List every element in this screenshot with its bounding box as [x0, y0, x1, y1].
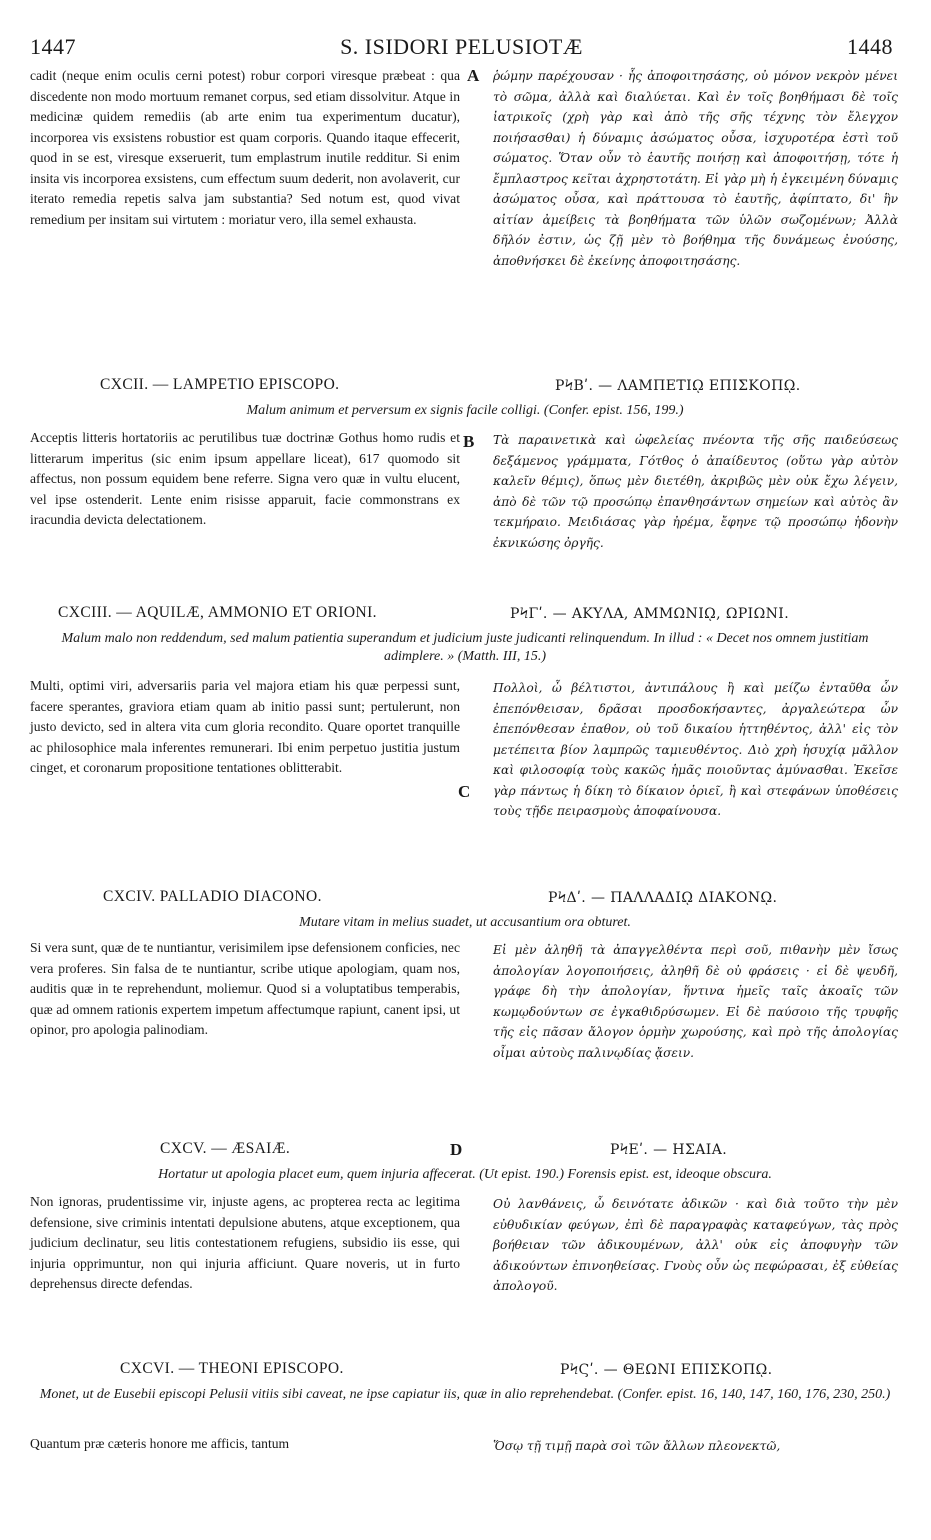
letter-193-greek: [493, 678, 898, 822]
letter-192-subtitle: Malum animum et perversum ex signis facile colligi. (Confer. epist. 156, 199.): [246, 403, 684, 418]
letter-195-subtitle: Hortatur ut apologia placet eum, quem injuria affecerat. (Ut epist. 190.) Forensis epist. est, ideoque obscura.: [158, 1167, 772, 1182]
running-header: [30, 34, 893, 62]
letter-192-greek-text: Τὰ παραινετικὰ καὶ ὠφελείας πνέοντα τῆς σῆς παιδεύσεως δεξάμενος γράμματα, Γότθος ὁ ἀπαίδευτος (οὕτω γὰρ αὐτὸν καλεῖν θέμις), ὅπως μὲν διετέθη, ἀκριβῶς μὲν οὐκ ἔχω λέγειν, ἀπὸ δὲ τῶν τῷ προσώπῳ ἐπανθησάντων σημείων καὶ αὐτὸς ἂν τεκμήραιο. Μειδιάσας γὰρ ἠρέμα, ἔφηνε τῷ προσώπῳ ἡδονὴν ἐκνικώσης ὀργῆς.: [493, 433, 898, 550]
letter-194-latin-text: Si vera sunt, quæ de te nuntiantur, verisimilem ipse defensionem conficies, nec vera proferes. Sin falsa de te nuntiantur, scribe utique apologiam, quam nos, auditis quæ in te reprehendunt, moliemur. Quod si a voluptatibus temperabis, quæ ad omnem rationis expertem impetum affectumque rapiunt, canent ipsi, ut opinor, pro apologia palinodiam.: [30, 940, 460, 1037]
letter-196-latin-title: CXCVI. — THEONI EPISCOPO.: [120, 1360, 344, 1377]
letter-195-greek: [493, 1194, 898, 1297]
intro-greek: [493, 66, 898, 271]
letter-194-latin: [30, 938, 460, 1041]
intro-latin: [30, 66, 460, 230]
letter-192-greek-title: ΡϞΒʹ. — ΛΑΜΠΕΤΙῼ ΕΠΙΣΚΟΠῼ.: [555, 378, 801, 394]
letter-193-greek-title: ΡϞΓʹ. — ΑΚΥΛΑ, ΑΜΜΩΝΙῼ, ΩΡΙΩΝΙ.: [510, 606, 790, 622]
letter-194-latin-title: CXCIV. PALLADIO DIACONO.: [103, 888, 322, 905]
letter-195-latin: [30, 1192, 460, 1295]
letter-196-subtitle: Monet, ut de Eusebii episcopi Pelusii vitiis sibi caveat, ne ipse capiatur iis, quæ in alio reprehendebat. (Confer. epist. 16, 140, 147, 160, 176, 230, 250.): [39, 1387, 891, 1402]
letter-196-greek-text: Ὅσῳ τῇ τιμῇ παρὰ σοὶ τῶν ἄλλων πλεονεκτῶ,: [493, 1439, 781, 1453]
margin-letter-b: B: [463, 432, 475, 451]
letter-195-latin-title: CXCV. — ÆSAIÆ.: [160, 1140, 291, 1157]
intro-greek-text: ῥώμην παρέχουσαν · ἧς ἀποφοιτησάσης, οὐ μόνον νεκρὸν μένει τὸ σῶμα, ἀλλὰ καὶ διαλύεται. Καὶ ἐν τοῖς βοηθήμασι δὲ τοῖς ἰατρικοῖς (χρὴ γὰρ καὶ ἀπὸ τῆς σῆς τέχνης τὸν ἔλεγχον ποιήσασθαι) ἡ δύναμις ἀσώματος οὖσα, ἰσχυροτέρα ἐστὶ τοῦ σώματος. Ὅταν οὖν τὸ ἑαυτῆς ποιήσῃ καὶ ἀποφοιτήσῃ, τότε ἡ ἔμπλαστρος κεῖται ἀχρηστοτάτη. Εἰ γὰρ μὴ ἡ ἐγκειμένη δύναμις ἀσώματος οὖσα, καὶ πράττουσα τὸ ἑαυτῆς, ἀφίπτατο, δι' ἣν αἰτίαν ἀμείβεις τὰ βοηθήματα τῶν ὑλῶν σωζομένων; Ἀλλὰ δῆλόν ἐστιν, ὡς ζῇ μὲν τὸ βοήθημα τῆς δυνάμεως ἐνούσης, ἀποθνήσκει δὲ ἐκείνης ἀποφοιτησάσης.: [493, 69, 898, 268]
column-number-left: 1447: [30, 34, 76, 59]
letter-193-greek-text: Πολλοὶ, ὦ βέλτιστοι, ἀντιπάλους ἢ καὶ μείζω ἐνταῦθα ὧν ἐπεπόνθεισαν, δρᾶσαι προσδοκήσαντες, ἀργαλεώτερα ὧν ἐπεπόνθεσαν ἐπαθον, οὐ τοῦ δικαίου ἡττηθέντος, ἀλλ' εἰς τὸν μετέπειτα βίον λαμπρῶς ταμιευθέντος. Διὸ χρὴ ἡσυχίᾳ μᾶλλον καὶ φιλοσοφίᾳ τοὺς κακῶς ἡμᾶς ποιοῦντας ἀμύνασθαι. Ἐκεῖσε γὰρ πάντως ἡ δίκη τὸ δίκαιον ὁριεῖ, ἢ καὶ στεφάνων ὑποθέσεις τοὺς τῇδε πειρασμοὺς ἀποφαίνουσα.: [493, 681, 898, 818]
letter-193-subtitle: Malum malo non reddendum, sed malum patientia superandum et judicium juste judicanti relinquendum. In illud : « Decet nos omnem justitiam adimplere. » (Matth. III, 15.): [61, 631, 869, 664]
letter-195-greek-title: ΡϞΕʹ. — ΗΣΑΙΑ.: [610, 1142, 728, 1158]
intro-latin-text: cadit (neque enim oculis cerni potest) robur corpori viresque præbeat : qua discedente non modo mortuum remanet corpus, sed etiam dissolvitur. Atque in medicinæ quidem remediis (ab arte enim tua experimentum ducatur), incorporea vis exsistens robustior est quam corporis. Quando itaque effecerit, quod in se est, viresque exseruerit, tum emplastrum inutile redditur. Si enim insita vis incorporea exsistens, cum effectum suum dederit, non avolaverit, cur iterato remedia repetis salva jam substantia? Sed notum est, quod vivat remedium per insitam sui virtutem : moriatur vero, illa semel exhausta.: [30, 68, 460, 227]
letter-196-greek-title: ΡϞϚʹ. — ΘΕΩΝΙ ΕΠΙΣΚΟΠῼ.: [560, 1362, 773, 1378]
margin-letter-a: A: [467, 66, 480, 85]
letter-192-latin-title: CXCII. — LAMPETIO EPISCOPO.: [100, 376, 340, 393]
letter-194-greek-text: Εἰ μὲν ἀληθῆ τὰ ἀπαγγελθέντα περὶ σοῦ, πιθανὴν μὲν ἴσως ἀπολογίαν λογοποιήσεις, ἀληθῆ δὲ οὐ φράσεις · εἰ δὲ ψευδῆ, γράφε δὴ τὴν ἀπολογίαν, ἥντινα ἡμεῖς ταῖς ἀκοαῖς τῶν κωμῳδούντων σε ἐγκαθιδρύσωμεν. Εἰ δὲ παύσοιο τῆς τρυφῆς τῆς εἰς πᾶσαν ἄλογον ὁρμὴν χωρούσης, καὶ πρὸ τῆς ἀπολογίας οἶμαι αὐτοὺς παλινῳδίας ᾄσειν.: [493, 943, 898, 1060]
letter-192-greek: [493, 430, 898, 553]
letter-196-greek: [493, 1436, 898, 1457]
letter-195-latin-text: Non ignoras, prudentissime vir, injuste agens, ac propterea recta ac legitima defensione, sive criminis intentati depulsione abutens, atque exceptionem, qua judicium declinatur, seu litis contestationem refugiens, subsidio iis esse, qui injuria opprimuntur, non qui injuria afficiunt. Quare noveris, ut in furto deprehensus directe defendas.: [30, 1194, 460, 1291]
letter-196-latin-text: Quantum præ cæteris honore me afficis, tantum: [30, 1436, 290, 1451]
letter-193-latin: [30, 676, 460, 779]
letter-193-latin-text: Multi, optimi viri, adversariis paria vel majora etiam his quæ perpessi sunt, facere sperantes, graviora etiam quam ab initio passi sunt; pertulerunt, non justo devicto, sed in altera vita cum gloria recondito. Quare oportet tranquille ac philosophice mala inferentes remunerari. Ibi enim perpetuo justitia justum cinget, et coronarum propositione tentationes oblitterabit.: [30, 678, 460, 775]
letter-194-greek-title: ΡϞΔʹ. — ΠΑΛΛΑΔΙῼ ΔΙΑΚΟΝῼ.: [548, 890, 778, 906]
column-number-right: 1448: [847, 34, 893, 59]
letter-194-subtitle: Mutare vitam in melius suadet, ut accusantium ora obturet.: [299, 915, 631, 930]
letter-193-latin-title: CXCIII. — AQUILÆ, AMMONIO ET ORIONI.: [58, 604, 377, 621]
margin-letter-c: C: [458, 782, 471, 801]
letter-196-latin: [30, 1434, 460, 1455]
page-title: S. ISIDORI PELUSIOTÆ: [340, 34, 583, 59]
letter-192-latin: [30, 428, 460, 531]
letter-195-greek-text: Οὐ λανθάνεις, ὦ δεινότατε ἀδικῶν · καὶ διὰ τοῦτο τὴν μὲν εὐθυδικίαν φεύγων, ἐπὶ δὲ παραγραφὰς καταφεύγων, τὰς πρὸς βοήθειαν τῶν ἀδικουμένων, ἀλλ' οὐκ εἰς ἀποφυγὴν τῶν ἀδικούντων ἐπινοηθείσας. Γνοὺς οὖν ὡς πεφώρασαι, ἐξ εὐθείας ἀπολογοῦ.: [493, 1197, 898, 1293]
letter-192-latin-text: Acceptis litteris hortatoriis ac perutilibus tuæ doctrinæ Gothus homo rudis et litterarum imperitus (sic enim ipsum appellare liceat), 617 quomodo sit affectus, non possum equidem bene referre. Signa vero quæ in vultu elucent, vel ipse ostenderit. Lente enim risisse apparuit, facie commonstrans ex iracundia devicta delectationem.: [30, 430, 460, 527]
letter-194-greek: [493, 940, 898, 1063]
margin-letter-d: D: [450, 1140, 463, 1159]
